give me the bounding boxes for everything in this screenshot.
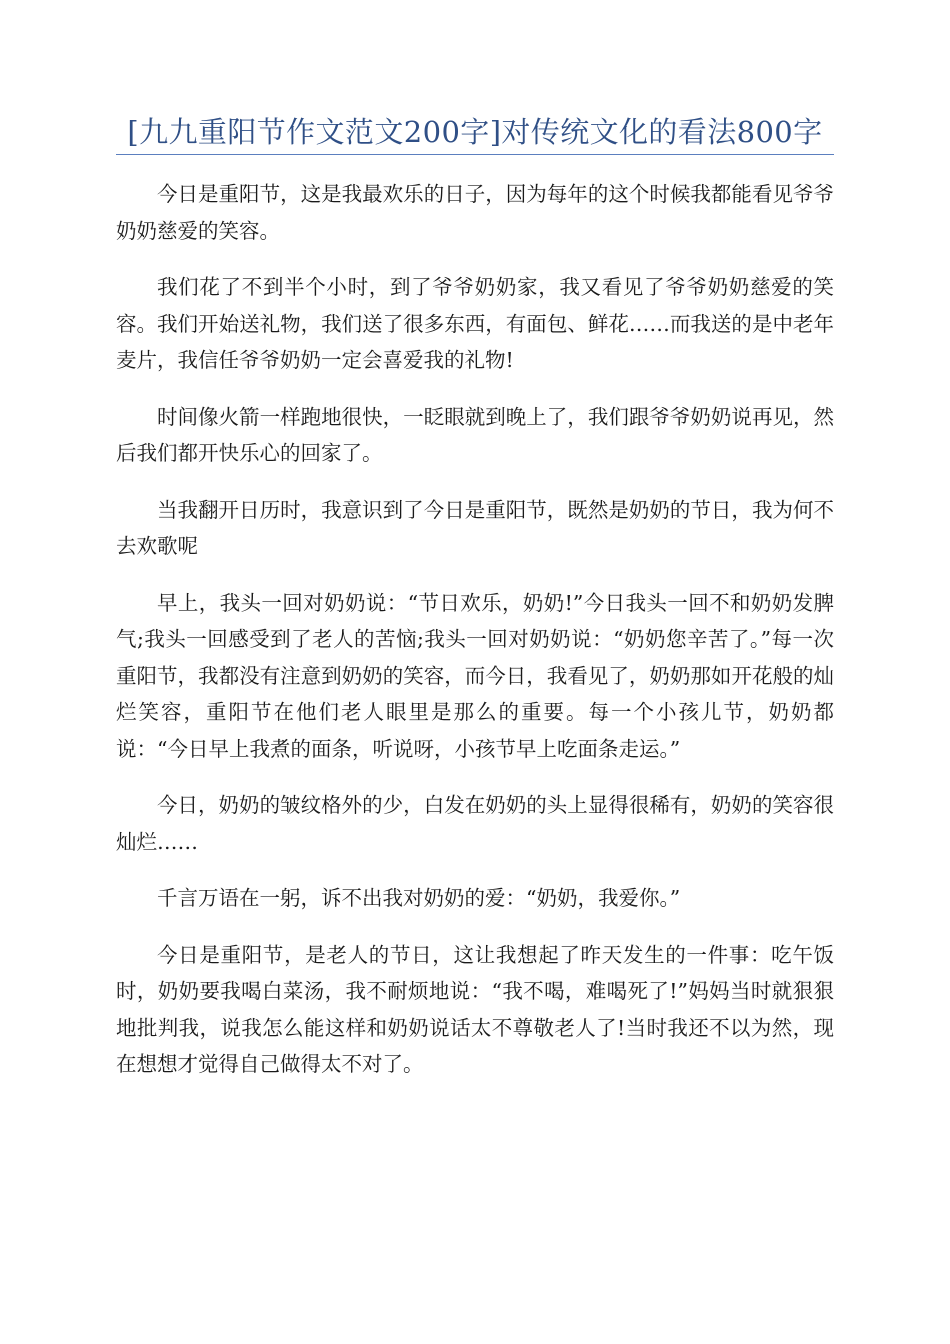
paragraph: 千言万语在一躬，诉不出我对奶奶的爱：“奶奶，我爱你。” [157, 886, 681, 910]
paragraph: 今日是重阳节，是老人的节日，这让我想起了昨天发生的一件事：吃午饭时，奶奶要我喝白菜汤，我不耐烦地说：“我不喝，难喝死了!”妈妈当时就狠狠地批判我，说我怎么能这样和奶奶说话太不尊敬老人了!当时我还不以为然，现在想想才觉得自己做得太不对了。 [116, 942, 834, 1076]
paragraph: 我们花了不到半个小时，到了爷爷奶奶家，我又看见了爷爷奶奶慈爱的笑容。我们开始送礼物，我们送了很多东西，有面包、鲜花……而我送的是中老年麦片，我信任爷爷奶奶一定会喜爱我的礼物! [116, 275, 834, 372]
title-underline [116, 154, 834, 155]
document-title: [九九重阳节作文范文200字]对传统文化的看法800字 [127, 115, 823, 149]
paragraph: 当我翻开日历时，我意识到了今日是重阳节，既然是奶奶的节日，我为何不去欢歌呢 [116, 497, 834, 558]
paragraph: 时间像火箭一样跑地很快，一眨眼就到晚上了，我们跟爷爷奶奶说再见，然后我们都开快乐心的回家了。 [116, 404, 834, 465]
paragraph: 今日，奶奶的皱纹格外的少，白发在奶奶的头上显得很稀有，奶奶的笑容很灿烂…… [116, 793, 834, 854]
document-body [116, 176, 834, 1103]
paragraph: 今日是重阳节，这是我最欢乐的日子，因为每年的这个时候我都能看见爷爷奶奶慈爱的笑容。 [116, 182, 834, 243]
paragraph: 早上，我头一回对奶奶说：“节日欢乐，奶奶!”今日我头一回不和奶奶发脾气;我头一回感受到了老人的苦恼;我头一回对奶奶说：“奶奶您辛苦了。”每一次重阳节，我都没有注意到奶奶的笑容，而今日，我看见了，奶奶那如开花般的灿烂笑容，重阳节在他们老人眼里是那么的重要。每一个小孩儿节，奶奶都说：“今日早上我煮的面条，听说呀，小孩节早上吃面条走运。” [116, 590, 834, 761]
